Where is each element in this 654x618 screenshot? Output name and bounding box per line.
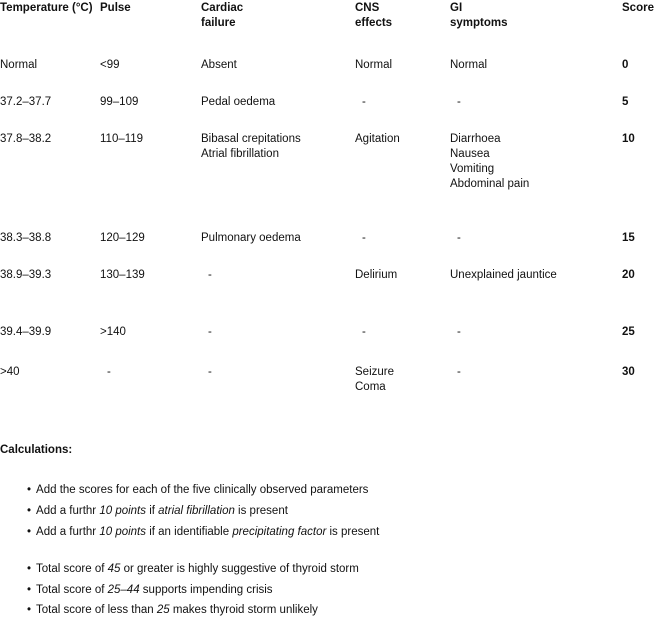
- header-pulse: Pulse: [100, 2, 131, 14]
- bullet: •: [27, 484, 32, 496]
- header-cns-2: effects: [355, 17, 393, 29]
- cell-cns: -: [362, 326, 366, 338]
- list-item: • Total score of less than 25 makes thyroid storm unlikely: [27, 604, 318, 616]
- cell-score: 15: [622, 232, 635, 244]
- cell-pulse: 130–139: [100, 269, 145, 281]
- list-item: • Add a furthr 10 points if an identifiable precipitating factor is present: [27, 526, 380, 538]
- cell-pulse: 120–129: [100, 232, 145, 244]
- cell-cardiac: -: [208, 326, 212, 338]
- header-gi-2: symptoms: [450, 17, 508, 29]
- cell-temperature: >40: [0, 366, 20, 378]
- cell-gi-line-4: Abdominal pain: [450, 178, 530, 190]
- cell-cns: Seizure: [355, 366, 394, 378]
- cell-cardiac: -: [208, 269, 212, 281]
- cell-score: 25: [622, 326, 635, 338]
- cell-pulse: >140: [100, 326, 126, 338]
- cell-pulse: <99: [100, 59, 120, 71]
- header-cardiac: Cardiac: [201, 2, 244, 14]
- cell-gi: -: [457, 326, 461, 338]
- cell-score: 10: [622, 133, 635, 145]
- cell-score: 5: [622, 96, 629, 108]
- cell-cns: Delirium: [355, 269, 398, 281]
- bullet: •: [27, 604, 32, 616]
- list-item: • Add the scores for each of the five clinically observed parameters: [27, 484, 369, 496]
- header-gi: GI: [450, 2, 463, 14]
- cell-temperature: 37.8–38.2: [0, 133, 52, 145]
- bullet: •: [27, 584, 32, 596]
- cell-cardiac-line-2: Atrial fibrillation: [201, 148, 279, 160]
- cell-score: 20: [622, 269, 635, 281]
- header-temperature: Temperature (°C): [0, 2, 93, 14]
- cell-temperature: 37.2–37.7: [0, 96, 52, 108]
- cell-cns-line-2: Coma: [355, 381, 386, 393]
- list-item: • Total score of 45 or greater is highly suggestive of thyroid storm: [27, 563, 359, 575]
- cell-gi: -: [457, 232, 461, 244]
- cell-cardiac: Pedal oedema: [201, 96, 276, 108]
- header-cns: CNS: [355, 2, 380, 14]
- cell-score: 30: [622, 366, 635, 378]
- calculations-title: Calculations:: [0, 444, 73, 456]
- cell-cardiac: Bibasal crepitations: [201, 133, 301, 145]
- cell-pulse: 99–109: [100, 96, 139, 108]
- list-item: • Add a furthr 10 points if atrial fibrillation is present: [27, 505, 288, 517]
- cell-cns: Normal: [355, 59, 393, 71]
- cell-gi: Diarrhoea: [450, 133, 501, 145]
- bullet: •: [27, 526, 32, 538]
- cell-temperature: 39.4–39.9: [0, 326, 52, 338]
- cell-cns: Agitation: [355, 133, 400, 145]
- cell-cardiac: -: [208, 366, 212, 378]
- cell-temperature: 38.3–38.8: [0, 232, 52, 244]
- cell-gi-line-2: Nausea: [450, 148, 490, 160]
- header-cardiac-2: failure: [201, 17, 236, 29]
- cell-pulse: -: [107, 366, 111, 378]
- bullet: •: [27, 563, 32, 575]
- cell-gi: -: [457, 366, 461, 378]
- cell-gi: Normal: [450, 59, 488, 71]
- header-score: Score: [622, 2, 654, 14]
- cell-temperature: 38.9–39.3: [0, 269, 52, 281]
- cell-cns: -: [362, 232, 366, 244]
- bullet: •: [27, 505, 32, 517]
- cell-cardiac: Pulmonary oedema: [201, 232, 301, 244]
- cell-gi-line-3: Vomiting: [450, 163, 495, 175]
- list-item: • Total score of 25–44 supports impending crisis: [27, 584, 273, 596]
- cell-score: 0: [622, 59, 629, 71]
- cell-pulse: 110–119: [100, 133, 144, 145]
- cell-gi: -: [457, 96, 461, 108]
- cell-cns: -: [362, 96, 366, 108]
- cell-temperature: Normal: [0, 59, 38, 71]
- cell-cardiac: Absent: [201, 59, 237, 71]
- cell-gi: Unexplained jauntice: [450, 269, 557, 281]
